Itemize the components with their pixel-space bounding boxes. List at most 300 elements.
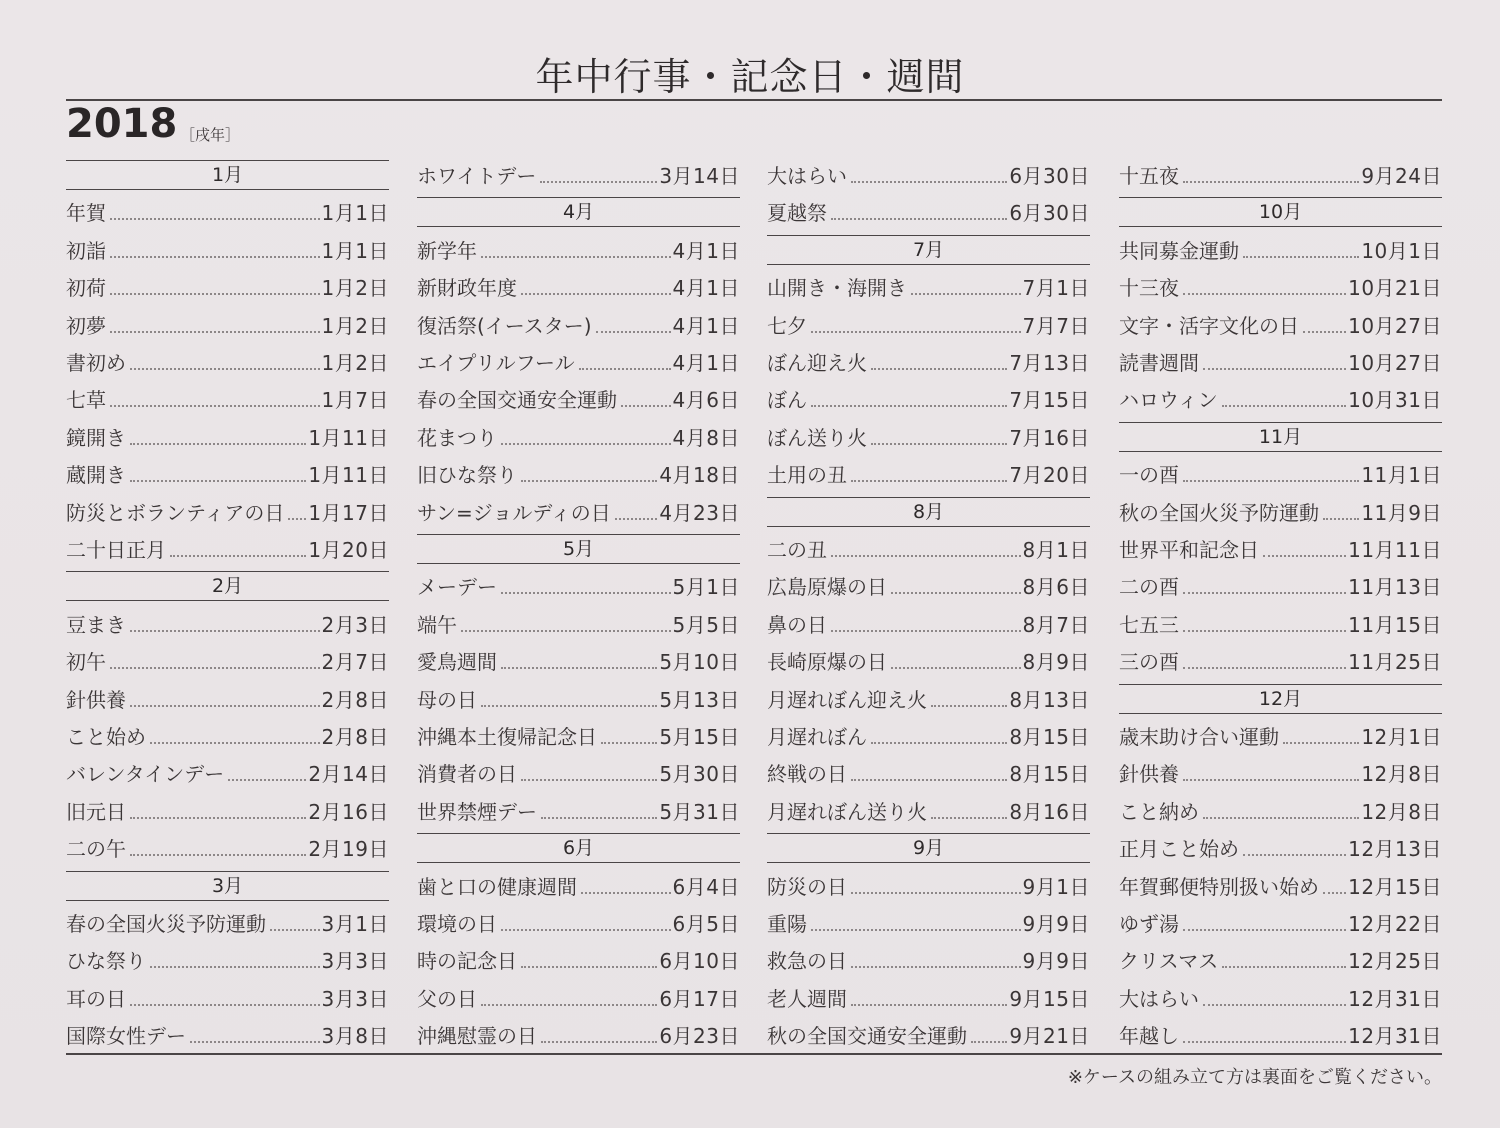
event-row (1119, 344, 1442, 381)
event-date: 5月10日 (659, 650, 740, 675)
event-row (767, 568, 1090, 605)
dot-leader (461, 630, 671, 632)
event-entry (767, 983, 1090, 1013)
dot-leader (891, 592, 1021, 594)
dot-leader (110, 405, 320, 407)
event-date: 3月3日 (321, 949, 389, 974)
event-row (767, 643, 1090, 680)
event-name: 大はらい (767, 164, 847, 188)
event-row (1119, 269, 1442, 306)
event-name: 十五夜 (1119, 164, 1179, 188)
event-row (66, 381, 389, 418)
month-header-row (417, 531, 740, 568)
event-entry (417, 684, 740, 714)
event-row (66, 1017, 389, 1054)
event-entry (1119, 272, 1442, 302)
event-row (417, 905, 740, 942)
event-name: 環境の日 (417, 912, 497, 936)
event-name: 夏越祭 (767, 201, 827, 226)
event-entry (66, 197, 389, 227)
event-row (417, 980, 740, 1017)
dot-leader (130, 1004, 320, 1006)
dot-leader (1203, 368, 1346, 370)
event-entry (1119, 908, 1442, 938)
event-row (767, 718, 1090, 755)
event-row (66, 456, 389, 493)
event-entry (66, 384, 389, 414)
dot-leader (871, 368, 1007, 370)
event-row (1119, 531, 1442, 568)
event-entry (767, 1020, 1090, 1050)
event-date: 8月15日 (1009, 762, 1090, 787)
event-name: 共同募金運動 (1119, 238, 1239, 263)
month-header-row (1119, 681, 1442, 718)
event-row (767, 1017, 1090, 1054)
event-entry (417, 235, 740, 265)
dot-leader (501, 592, 671, 594)
event-entry (417, 908, 740, 938)
event-name: 旧ひな祭り (417, 463, 517, 488)
event-date: 4月1日 (672, 313, 740, 338)
dot-leader (541, 817, 657, 819)
event-row (1119, 905, 1442, 942)
dot-leader (811, 929, 1021, 931)
dot-leader (228, 779, 306, 781)
event-date: 11月1日 (1361, 463, 1442, 488)
dot-leader (931, 817, 1007, 819)
dot-leader (1183, 630, 1346, 632)
month-header-row (1119, 419, 1442, 456)
event-entry (417, 646, 740, 676)
event-entry (1119, 235, 1442, 265)
dot-leader (150, 966, 320, 968)
event-entry (1119, 384, 1442, 414)
event-name: 二十日正月 (66, 538, 166, 562)
event-row (66, 419, 389, 456)
event-entry (767, 571, 1090, 601)
event-name: 初荷 (66, 276, 106, 301)
event-name: 十三夜 (1119, 276, 1179, 301)
event-entry (417, 422, 740, 452)
event-row (66, 307, 389, 344)
month-header: 3月 (66, 871, 389, 901)
event-date: 9月21日 (1009, 1024, 1090, 1049)
event-date: 8月15日 (1009, 725, 1090, 749)
dot-leader (621, 405, 671, 407)
event-entry (66, 272, 389, 302)
event-entry (1119, 796, 1442, 826)
event-entry (66, 310, 389, 340)
dot-leader (1243, 256, 1359, 258)
dot-leader (1183, 293, 1346, 295)
event-name: ぼん迎え火 (767, 351, 867, 375)
dot-leader (851, 779, 1007, 781)
event-name: クリスマス (1119, 949, 1219, 974)
event-name: 文字・活字文化の日 (1119, 313, 1299, 338)
event-date: 10月31日 (1348, 388, 1442, 413)
dot-leader (501, 929, 671, 931)
dot-leader (831, 555, 1021, 557)
event-date: 9月1日 (1022, 874, 1090, 899)
event-date: 1月11日 (308, 463, 389, 488)
event-entry (1119, 497, 1442, 527)
event-row (66, 980, 389, 1017)
event-entry (1119, 571, 1442, 601)
event-entry (66, 609, 389, 639)
dot-leader (811, 331, 1021, 333)
event-date: 7月13日 (1009, 351, 1090, 375)
event-entry (66, 422, 389, 452)
event-name: 耳の日 (66, 986, 126, 1011)
event-row (417, 419, 740, 456)
event-row (767, 419, 1090, 456)
event-row (1119, 157, 1442, 194)
event-row (1119, 980, 1442, 1017)
event-name: 重陽 (767, 912, 807, 936)
event-date: 11月15日 (1348, 612, 1442, 637)
event-entry (66, 497, 389, 527)
event-date: 12月22日 (1348, 912, 1442, 936)
event-name: 世界平和記念日 (1119, 538, 1259, 562)
event-row (417, 456, 740, 493)
event-row (417, 868, 740, 905)
event-entry (417, 721, 740, 751)
event-date: 9月9日 (1022, 912, 1090, 936)
event-date: 7月20日 (1009, 463, 1090, 488)
dot-leader (831, 218, 1007, 220)
event-date: 1月2日 (321, 276, 389, 301)
dot-leader (190, 1041, 320, 1043)
dot-leader (1203, 1004, 1346, 1006)
event-entry (417, 983, 740, 1013)
month-header-row (66, 568, 389, 605)
event-name: 年賀郵便特別扱い始め (1119, 874, 1319, 899)
event-entry (417, 160, 740, 190)
dot-leader (481, 705, 657, 707)
event-name: 蔵開き (66, 463, 126, 488)
event-date: 9月15日 (1009, 986, 1090, 1011)
event-row (767, 194, 1090, 231)
month-header: 11月 (1119, 422, 1442, 452)
event-name: 沖縄本土復帰記念日 (417, 725, 597, 749)
event-row (417, 344, 740, 381)
dot-leader (150, 742, 320, 744)
event-row (767, 157, 1090, 194)
event-date: 2月8日 (321, 725, 389, 749)
dot-leader (851, 181, 1007, 183)
dot-leader (1183, 1041, 1346, 1043)
event-row (767, 980, 1090, 1017)
event-name: 歯と口の健康週間 (417, 874, 577, 899)
event-row (1119, 643, 1442, 680)
zodiac-label: ［戌年］ (180, 126, 241, 144)
event-row (417, 232, 740, 269)
event-date: 4月23日 (659, 500, 740, 525)
month-header: 1月 (66, 160, 389, 190)
event-date: 6月4日 (672, 874, 740, 899)
event-name: 救急の日 (767, 949, 847, 974)
event-date: 1月1日 (321, 238, 389, 263)
event-row (417, 307, 740, 344)
event-date: 1月17日 (308, 500, 389, 525)
event-entry (417, 1020, 740, 1050)
dot-leader (851, 966, 1021, 968)
event-entry (1119, 871, 1442, 901)
event-date: 2月7日 (321, 650, 389, 675)
event-name: 豆まき (66, 612, 126, 637)
event-date: 7月16日 (1009, 425, 1090, 450)
event-name: 初詣 (66, 238, 106, 263)
dot-leader (540, 181, 657, 183)
event-entry (417, 347, 740, 377)
event-row (1119, 868, 1442, 905)
event-name: サン=ジョルディの日 (417, 500, 611, 525)
event-entry (767, 609, 1090, 639)
event-name: 大はらい (1119, 986, 1199, 1011)
event-name: 新学年 (417, 238, 477, 263)
event-date: 4月18日 (659, 463, 740, 488)
event-date: 2月14日 (308, 762, 389, 787)
event-date: 11月13日 (1348, 575, 1442, 600)
event-entry (66, 347, 389, 377)
dot-leader (851, 480, 1007, 482)
event-row (66, 494, 389, 531)
event-entry (417, 945, 740, 975)
dot-leader (110, 293, 320, 295)
event-entry (767, 384, 1090, 414)
event-row (767, 681, 1090, 718)
dot-leader (1323, 892, 1346, 894)
event-row (1119, 232, 1442, 269)
event-row (417, 157, 740, 194)
dot-leader (481, 1004, 657, 1006)
event-row (417, 793, 740, 830)
dot-leader (1263, 555, 1346, 557)
dot-leader (110, 256, 320, 258)
event-name: 土用の丑 (767, 463, 847, 488)
dot-leader (1303, 331, 1346, 333)
event-entry (767, 871, 1090, 901)
event-entry (66, 983, 389, 1013)
event-name: 七夕 (767, 313, 807, 338)
event-date: 10月21日 (1348, 276, 1442, 301)
dot-leader (831, 630, 1021, 632)
dot-leader (911, 293, 1021, 295)
event-row (66, 269, 389, 306)
event-date: 8月13日 (1009, 687, 1090, 712)
event-name: 七五三 (1119, 612, 1179, 637)
month-header-row (767, 830, 1090, 867)
dot-leader (288, 518, 306, 520)
dot-leader (1203, 817, 1359, 819)
header-rule (66, 99, 1442, 101)
event-name: 三の酉 (1119, 650, 1179, 675)
event-entry (66, 459, 389, 489)
month-header: 4月 (417, 197, 740, 227)
event-name: 端午 (417, 612, 457, 637)
event-entry (1119, 347, 1442, 377)
event-row (417, 942, 740, 979)
dot-leader (521, 966, 657, 968)
event-entry (767, 945, 1090, 975)
event-name: 読書週間 (1119, 351, 1199, 375)
event-row (1119, 793, 1442, 830)
event-row (66, 194, 389, 231)
event-entry (66, 758, 389, 788)
event-date: 12月8日 (1361, 799, 1442, 824)
dot-leader (130, 705, 320, 707)
event-name: 月遅れぼん送り火 (767, 799, 927, 824)
event-entry (66, 796, 389, 826)
dot-leader (581, 892, 671, 894)
event-name: バレンタインデー (66, 762, 225, 787)
event-entry (1119, 1020, 1442, 1050)
dot-leader (811, 405, 1007, 407)
month-header-row (1119, 194, 1442, 231)
event-row (767, 755, 1090, 792)
event-name: 消費者の日 (417, 762, 517, 787)
dot-leader (130, 817, 306, 819)
event-row (1119, 456, 1442, 493)
event-date: 6月30日 (1009, 164, 1090, 188)
dot-leader (521, 480, 657, 482)
dot-leader (891, 667, 1021, 669)
event-row (66, 830, 389, 867)
event-name: 新財政年度 (417, 276, 517, 301)
event-entry (767, 534, 1090, 564)
event-date: 1月2日 (321, 351, 389, 375)
event-entry (417, 459, 740, 489)
event-date: 6月10日 (659, 949, 740, 974)
dot-leader (270, 929, 320, 931)
dot-leader (1183, 592, 1346, 594)
event-date: 11月9日 (1361, 500, 1442, 525)
event-entry (66, 908, 389, 938)
dot-leader (1183, 667, 1346, 669)
event-name: 秋の全国交通安全運動 (767, 1024, 967, 1049)
event-name: 針供養 (1119, 762, 1179, 787)
event-date: 4月1日 (672, 276, 740, 301)
event-entry (767, 160, 1090, 190)
event-entry (1119, 983, 1442, 1013)
event-row (66, 681, 389, 718)
event-row (417, 606, 740, 643)
event-date: 7月7日 (1022, 313, 1090, 338)
event-name: メーデー (417, 575, 497, 600)
event-date: 12月31日 (1348, 986, 1442, 1011)
month-header: 8月 (767, 497, 1090, 527)
event-name: ぼん送り火 (767, 425, 867, 450)
event-name: 年越し (1119, 1024, 1179, 1049)
event-entry (1119, 945, 1442, 975)
dot-leader (971, 1041, 1007, 1043)
page-title: 年中行事・記念日・週間 (535, 55, 965, 99)
month-header: 7月 (767, 235, 1090, 265)
dot-leader (1183, 181, 1359, 183)
event-row (1119, 307, 1442, 344)
dot-leader (851, 892, 1021, 894)
event-entry (767, 197, 1090, 227)
dot-leader (170, 555, 306, 557)
event-name: 復活祭(イースター) (417, 313, 592, 338)
event-name: 二の酉 (1119, 575, 1179, 600)
event-name: 国際女性デー (66, 1024, 186, 1049)
event-row (767, 793, 1090, 830)
event-name: 防災とボランティアの日 (66, 500, 285, 525)
dot-leader (871, 443, 1007, 445)
month-header-row (66, 157, 389, 194)
event-row (1119, 718, 1442, 755)
event-entry (767, 272, 1090, 302)
dot-leader (596, 331, 671, 333)
event-name: こと納め (1119, 799, 1199, 824)
dot-leader (481, 256, 671, 258)
event-row (66, 755, 389, 792)
event-date: 4月1日 (672, 238, 740, 263)
event-entry (66, 721, 389, 751)
event-name: 書初め (66, 351, 126, 375)
event-row (1119, 381, 1442, 418)
event-date: 12月8日 (1361, 762, 1442, 787)
month-header: 2月 (66, 571, 389, 601)
event-entry (1119, 609, 1442, 639)
event-entry (767, 459, 1090, 489)
event-entry (767, 646, 1090, 676)
event-row (417, 681, 740, 718)
event-date: 10月1日 (1361, 238, 1442, 263)
event-entry (1119, 646, 1442, 676)
event-date: 2月8日 (321, 687, 389, 712)
event-name: 広島原爆の日 (767, 575, 887, 600)
event-date: 4月6日 (672, 388, 740, 413)
event-row (66, 344, 389, 381)
month-header: 12月 (1119, 684, 1442, 714)
event-entry (417, 497, 740, 527)
event-name: 七草 (66, 388, 106, 413)
event-name: 母の日 (417, 687, 477, 712)
event-row (66, 905, 389, 942)
event-date: 10月27日 (1348, 313, 1442, 338)
event-date: 1月20日 (308, 538, 389, 562)
month-header-row (417, 830, 740, 867)
dot-leader (601, 742, 657, 744)
dot-leader (110, 667, 320, 669)
event-row (767, 269, 1090, 306)
event-date: 8月7日 (1022, 612, 1090, 637)
event-row (417, 494, 740, 531)
event-name: 防災の日 (767, 874, 847, 899)
event-date: 7月15日 (1009, 388, 1090, 413)
event-row (417, 1017, 740, 1054)
event-entry (767, 796, 1090, 826)
event-date: 8月16日 (1009, 799, 1090, 824)
event-date: 10月27日 (1348, 351, 1442, 375)
event-entry (417, 609, 740, 639)
event-entry (66, 684, 389, 714)
event-date: 4月1日 (672, 351, 740, 375)
event-row (767, 606, 1090, 643)
month-header-row (417, 194, 740, 231)
event-entry (767, 422, 1090, 452)
dot-leader (110, 218, 320, 220)
event-row (767, 307, 1090, 344)
event-date: 1月2日 (321, 313, 389, 338)
event-name: 月遅れぼん迎え火 (767, 687, 927, 712)
event-entry (417, 796, 740, 826)
month-header: 6月 (417, 833, 740, 863)
event-name: 鼻の日 (767, 612, 827, 637)
event-row (1119, 942, 1442, 979)
